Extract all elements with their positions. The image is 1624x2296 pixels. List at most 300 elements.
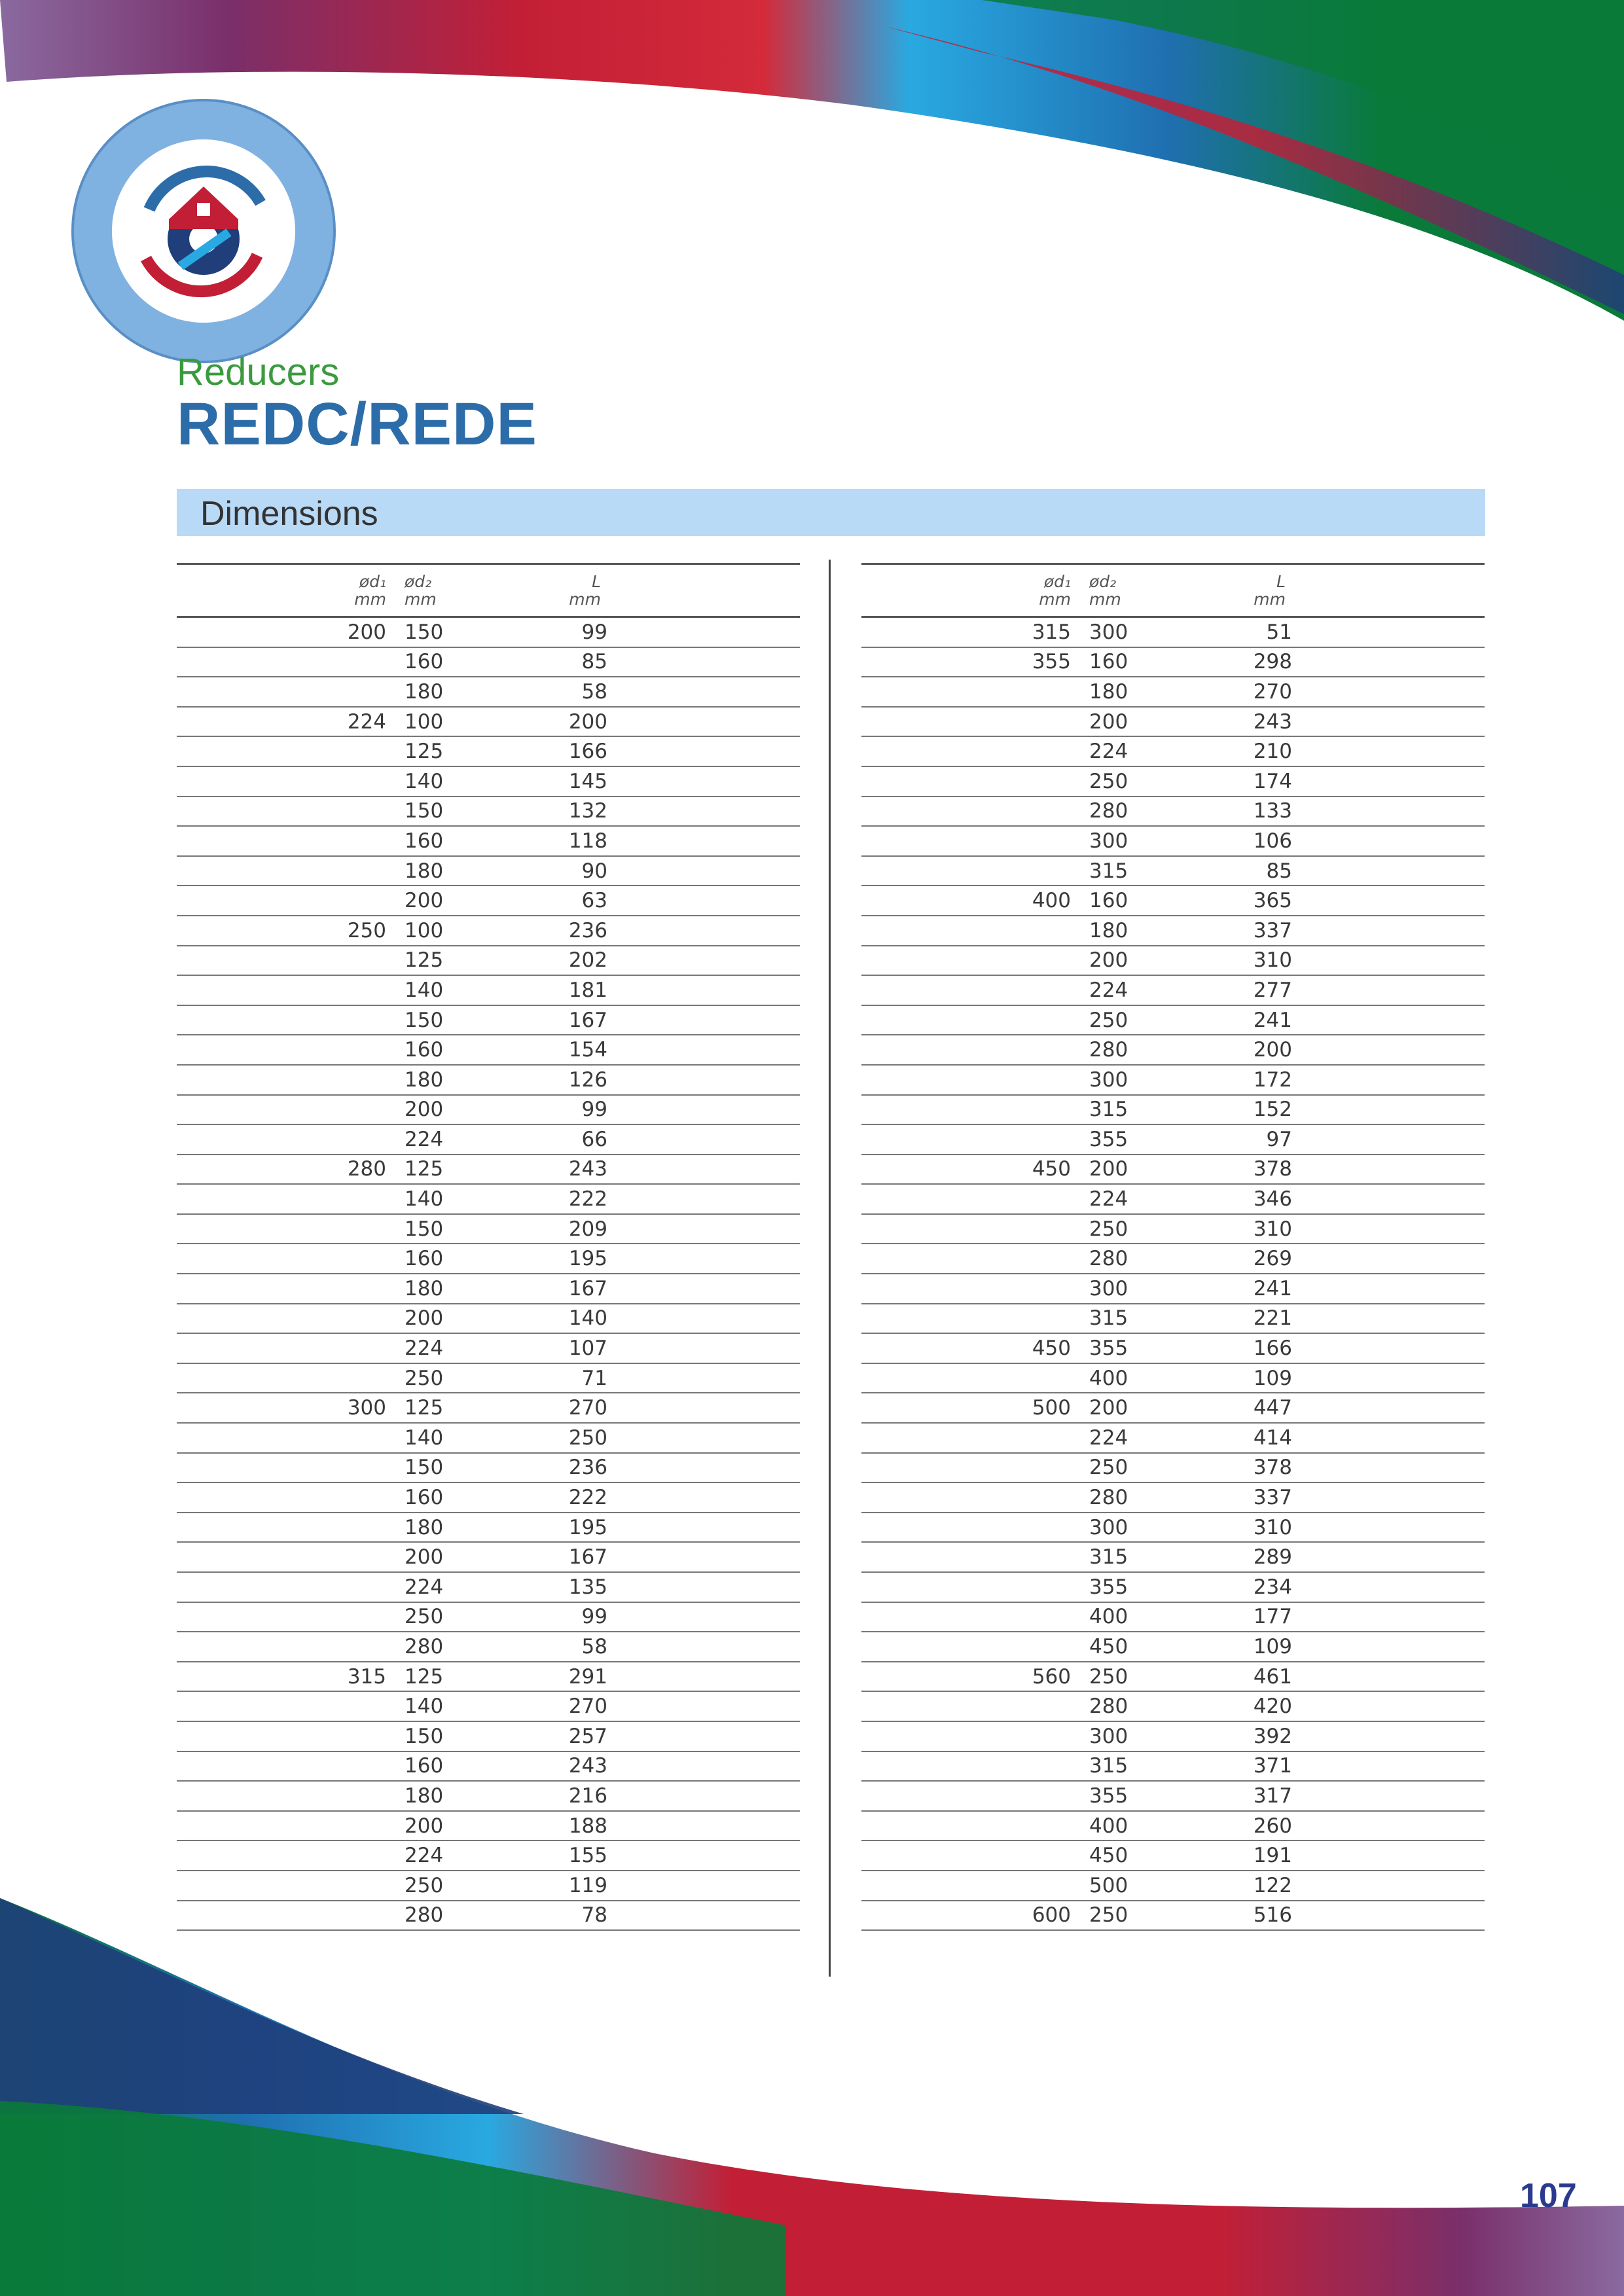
cell-d1: 450 [861,1333,1089,1363]
cell-l: 99 [516,617,607,647]
table-row [177,1542,800,1572]
cell-d2: 200 [405,1542,516,1572]
table-row [861,1095,1485,1125]
cell-spacer [607,916,800,946]
cell-d2: 180 [405,1513,516,1543]
table-row [861,1274,1485,1304]
cell-d1 [861,1871,1089,1901]
cell-l: 132 [516,797,607,827]
cell-spacer [1292,766,1485,797]
cell-l: 298 [1200,647,1292,677]
cell-l: 337 [1200,916,1292,946]
cell-spacer [1292,1423,1485,1453]
cell-d2: 160 [405,826,516,856]
cell-d2: 140 [405,1691,516,1721]
table-row [861,1662,1485,1692]
header-d2 [405,564,516,617]
cell-d1 [861,797,1089,827]
table-body-right [861,617,1485,1931]
cell-l: 378 [1200,1155,1292,1185]
cell-d2: 400 [1089,1602,1200,1632]
cell-l: 378 [1200,1453,1292,1483]
cell-d2: 280 [405,1632,516,1662]
cell-d1 [177,1871,405,1901]
cell-d2: 180 [405,1274,516,1304]
cell-d2: 450 [1089,1632,1200,1662]
table-row [861,1721,1485,1751]
cell-d2: 450 [1089,1840,1200,1871]
table-row [177,1751,800,1782]
cell-d1 [177,766,405,797]
cell-d2: 100 [405,707,516,737]
cell-d1 [861,1095,1089,1125]
cell-l: 365 [1200,886,1292,916]
cell-spacer [607,1482,800,1513]
cell-spacer [607,647,800,677]
table-row [861,1781,1485,1811]
table-row [861,1333,1485,1363]
cell-l: 222 [516,1184,607,1214]
cell-spacer [607,1662,800,1692]
cell-spacer [607,1124,800,1155]
cell-spacer [607,856,800,886]
cell-l: 209 [516,1214,607,1244]
cell-d2: 150 [405,1005,516,1035]
cell-spacer [607,1184,800,1214]
cell-d1 [177,826,405,856]
cell-l: 243 [516,1751,607,1782]
table-row [861,1065,1485,1095]
cell-d1 [861,1363,1089,1393]
cell-d2: 224 [1089,1184,1200,1214]
table-row [861,946,1485,976]
cell-l: 269 [1200,1244,1292,1274]
cell-d1 [177,1274,405,1304]
cell-l: 241 [1200,1274,1292,1304]
cell-spacer [1292,886,1485,916]
cell-l: 392 [1200,1721,1292,1751]
cell-d1 [861,1482,1089,1513]
cell-spacer [1292,1691,1485,1721]
table-row [861,1244,1485,1274]
cell-l: 133 [1200,797,1292,827]
cell-d2: 200 [405,1811,516,1841]
cell-d2: 300 [1089,826,1200,856]
cell-d1 [177,975,405,1005]
table-row [861,1155,1485,1185]
cell-d1 [861,1214,1089,1244]
cell-d1 [177,1184,405,1214]
cell-spacer [1292,1244,1485,1274]
cell-l: 167 [516,1542,607,1572]
cell-l: 166 [516,736,607,766]
page-number: 107 [1520,2177,1577,2215]
cell-d2: 250 [1089,1005,1200,1035]
cell-d2: 355 [1089,1124,1200,1155]
cell-spacer [607,797,800,827]
table-row [177,707,800,737]
cell-d2: 315 [1089,1542,1200,1572]
cell-d2: 250 [405,1871,516,1901]
cell-spacer [607,1363,800,1393]
cell-l: 85 [516,647,607,677]
cell-l: 516 [1200,1901,1292,1931]
cell-d2: 250 [1089,1662,1200,1692]
table-row [177,1572,800,1602]
cell-d1 [177,856,405,886]
table-row [861,1184,1485,1214]
cell-l: 191 [1200,1840,1292,1871]
cell-d1: 450 [861,1155,1089,1185]
cell-d2: 250 [1089,1453,1200,1483]
cell-l: 99 [516,1095,607,1125]
cell-spacer [1292,1542,1485,1572]
cell-spacer [607,1214,800,1244]
cell-spacer [607,1304,800,1334]
table-row [177,1423,800,1453]
cell-l: 174 [1200,766,1292,797]
cell-d2: 355 [1089,1333,1200,1363]
table-row [861,1572,1485,1602]
cell-l: 66 [516,1124,607,1155]
cell-spacer [1292,1124,1485,1155]
cell-spacer [607,677,800,707]
cell-spacer [1292,1095,1485,1125]
table-row [177,1662,800,1692]
cell-spacer [1292,1840,1485,1871]
cell-spacer [607,766,800,797]
table-row [861,1453,1485,1483]
cell-d1 [861,946,1089,976]
table-row [861,1632,1485,1662]
cell-spacer [607,1095,800,1125]
cell-d2: 180 [405,1065,516,1095]
cell-d2: 100 [405,916,516,946]
table-row [177,1304,800,1334]
cell-d2: 200 [1089,1393,1200,1423]
cell-d1 [861,1065,1089,1095]
cell-d2: 180 [1089,677,1200,707]
table-row [861,1513,1485,1543]
cell-d1 [177,1632,405,1662]
table-row [177,1721,800,1751]
cell-l: 166 [1200,1333,1292,1363]
cell-d2: 160 [1089,647,1200,677]
cell-d2: 160 [1089,886,1200,916]
cell-spacer [1292,916,1485,946]
cell-d2: 150 [405,1721,516,1751]
table-row [177,856,800,886]
cell-d1 [177,1721,405,1751]
cell-l: 177 [1200,1602,1292,1632]
cell-spacer [1292,1005,1485,1035]
cell-d2: 140 [405,1184,516,1214]
cell-d1 [861,1781,1089,1811]
cell-d1 [177,1333,405,1363]
cell-d2: 280 [1089,1244,1200,1274]
table-row [177,1871,800,1901]
cell-d2: 300 [1089,617,1200,647]
header-d1-unit: mm [1039,590,1071,609]
cell-spacer [607,826,800,856]
cell-spacer [1292,707,1485,737]
cell-l: 154 [516,1035,607,1065]
table-row [177,1035,800,1065]
cell-l: 71 [516,1363,607,1393]
cell-spacer [1292,946,1485,976]
cell-spacer [1292,826,1485,856]
cell-spacer [1292,1871,1485,1901]
cell-l: 63 [516,886,607,916]
cell-spacer [607,1572,800,1602]
cell-l: 51 [1200,617,1292,647]
cell-l: 243 [516,1155,607,1185]
cell-l: 145 [516,766,607,797]
cell-d2: 160 [405,1244,516,1274]
table-row [177,916,800,946]
cell-spacer [1292,617,1485,647]
cell-d2: 200 [405,1095,516,1125]
cell-spacer [1292,1513,1485,1543]
cell-spacer [607,1333,800,1363]
cell-l: 447 [1200,1393,1292,1423]
cell-l: 210 [1200,736,1292,766]
table-row [177,647,800,677]
cell-l: 172 [1200,1065,1292,1095]
dimensions-table-left [177,563,800,1931]
cell-spacer [607,1274,800,1304]
cell-d1 [861,1602,1089,1632]
cell-l: 236 [516,916,607,946]
header-d2-symbol: ød₂ [405,572,432,591]
cell-d1 [177,886,405,916]
cell-l: 118 [516,826,607,856]
cell-d1: 300 [177,1393,405,1423]
cell-d1 [861,975,1089,1005]
cell-d1 [177,1751,405,1782]
dimensions-title: Dimensions [200,495,378,533]
cell-d1 [861,736,1089,766]
table-row [861,1423,1485,1453]
table-row [177,1482,800,1513]
dimensions-header-bar [177,489,1485,536]
cell-d2: 400 [1089,1811,1200,1841]
cell-d1 [177,1214,405,1244]
cell-d2: 250 [1089,766,1200,797]
header-d2-symbol: ød₂ [1089,572,1117,591]
cell-spacer [1292,975,1485,1005]
cell-spacer [607,1513,800,1543]
table-row [861,736,1485,766]
cell-d2: 224 [405,1572,516,1602]
table-row [177,1393,800,1423]
cell-l: 221 [1200,1304,1292,1334]
table-row [177,1840,800,1871]
cell-l: 250 [516,1423,607,1453]
table-row [177,1632,800,1662]
cell-l: 167 [516,1274,607,1304]
table-row [861,766,1485,797]
cell-spacer [607,617,800,647]
cell-spacer [607,1005,800,1035]
table-row [177,617,800,647]
cell-d2: 125 [405,736,516,766]
cell-d1 [861,1184,1089,1214]
table-row [177,1065,800,1095]
cell-d2: 355 [1089,1572,1200,1602]
cell-l: 236 [516,1453,607,1483]
cell-d1 [177,946,405,976]
cell-d2: 140 [405,766,516,797]
cell-d1 [177,1811,405,1841]
cell-l: 371 [1200,1751,1292,1782]
cell-d2: 140 [405,975,516,1005]
cell-d2: 315 [1089,1304,1200,1334]
table-row [861,1482,1485,1513]
table-row [861,826,1485,856]
cell-d1 [177,1840,405,1871]
header-d1-symbol: ød₁ [359,572,386,591]
cell-spacer [1292,1721,1485,1751]
cell-d2: 300 [1089,1513,1200,1543]
cell-l: 337 [1200,1482,1292,1513]
cell-spacer [607,1065,800,1095]
cell-d2: 150 [405,617,516,647]
table-row [177,1513,800,1543]
cell-spacer [607,1453,800,1483]
table-row [177,1184,800,1214]
cell-d1 [861,1124,1089,1155]
cell-d1 [861,1721,1089,1751]
table-row [177,1155,800,1185]
cell-l: 277 [1200,975,1292,1005]
cell-l: 200 [1200,1035,1292,1065]
cell-d1 [177,1423,405,1453]
cell-l: 346 [1200,1184,1292,1214]
header-d1 [177,564,405,617]
cell-l: 109 [1200,1363,1292,1393]
table-row [177,1781,800,1811]
cell-l: 200 [516,707,607,737]
cell-d2: 140 [405,1423,516,1453]
cell-l: 188 [516,1811,607,1841]
cell-d1: 560 [861,1662,1089,1692]
table-row [861,1363,1485,1393]
cell-d2: 315 [1089,1095,1200,1125]
cell-d1 [177,1482,405,1513]
table-row [177,1005,800,1035]
cell-spacer [1292,1333,1485,1363]
cell-d2: 200 [1089,1155,1200,1185]
cell-d1 [177,1363,405,1393]
table-row [861,1304,1485,1334]
table-row [861,916,1485,946]
cell-d2: 250 [1089,1214,1200,1244]
cell-spacer [1292,1632,1485,1662]
table-row [177,886,800,916]
cell-spacer [1292,1393,1485,1423]
table-row [861,647,1485,677]
cell-spacer [1292,1751,1485,1782]
cell-d2: 315 [1089,1751,1200,1782]
cell-d2: 250 [1089,1901,1200,1931]
cell-spacer [1292,1214,1485,1244]
cell-l: 257 [516,1721,607,1751]
table-row [177,1691,800,1721]
cell-d2: 180 [405,677,516,707]
table-row [177,826,800,856]
cell-l: 97 [1200,1124,1292,1155]
cell-d1 [177,1304,405,1334]
table-row [861,677,1485,707]
table-row [177,946,800,976]
cell-d1 [861,1691,1089,1721]
cell-d1 [177,677,405,707]
cell-l: 291 [516,1662,607,1692]
cell-d1: 355 [861,647,1089,677]
cell-d1 [861,1423,1089,1453]
cell-d1: 400 [861,886,1089,916]
header-d2-unit: mm [1089,590,1121,609]
cell-l: 243 [1200,707,1292,737]
cell-l: 195 [516,1244,607,1274]
cell-d1: 280 [177,1155,405,1185]
cell-d1 [861,707,1089,737]
cell-l: 260 [1200,1811,1292,1841]
cell-d1 [861,1005,1089,1035]
cell-d2: 150 [405,1214,516,1244]
cell-d2: 180 [1089,916,1200,946]
cell-d2: 280 [1089,797,1200,827]
cell-spacer [607,975,800,1005]
table-row [861,707,1485,737]
cell-d2: 200 [1089,946,1200,976]
cell-d2: 300 [1089,1721,1200,1751]
header-spacer [1292,564,1485,617]
cell-spacer [1292,1035,1485,1065]
cell-spacer [1292,677,1485,707]
cell-d1 [861,1840,1089,1871]
table-row [177,1095,800,1125]
table-row [861,1751,1485,1782]
cell-spacer [1292,1781,1485,1811]
table-row [861,617,1485,647]
cell-d2: 315 [1089,856,1200,886]
table-body-left [177,617,800,1931]
cell-d2: 180 [405,856,516,886]
cell-d1 [861,1542,1089,1572]
cell-l: 58 [516,1632,607,1662]
cell-d2: 280 [1089,1691,1200,1721]
header-l-symbol: L [592,572,601,591]
cell-d1 [177,1095,405,1125]
cell-d2: 224 [1089,1423,1200,1453]
header-l-symbol: L [1276,572,1286,591]
cell-d1 [861,916,1089,946]
header-d1-symbol: ød₁ [1043,572,1071,591]
cell-d2: 180 [405,1781,516,1811]
table-row [177,1453,800,1483]
cell-d2: 500 [1089,1871,1200,1901]
header-l-unit: mm [569,590,601,609]
cell-spacer [607,1542,800,1572]
table-row [861,1871,1485,1901]
cell-spacer [607,1393,800,1423]
cell-d1: 315 [861,617,1089,647]
cell-d1 [861,1811,1089,1841]
cell-spacer [1292,1482,1485,1513]
cell-l: 234 [1200,1572,1292,1602]
